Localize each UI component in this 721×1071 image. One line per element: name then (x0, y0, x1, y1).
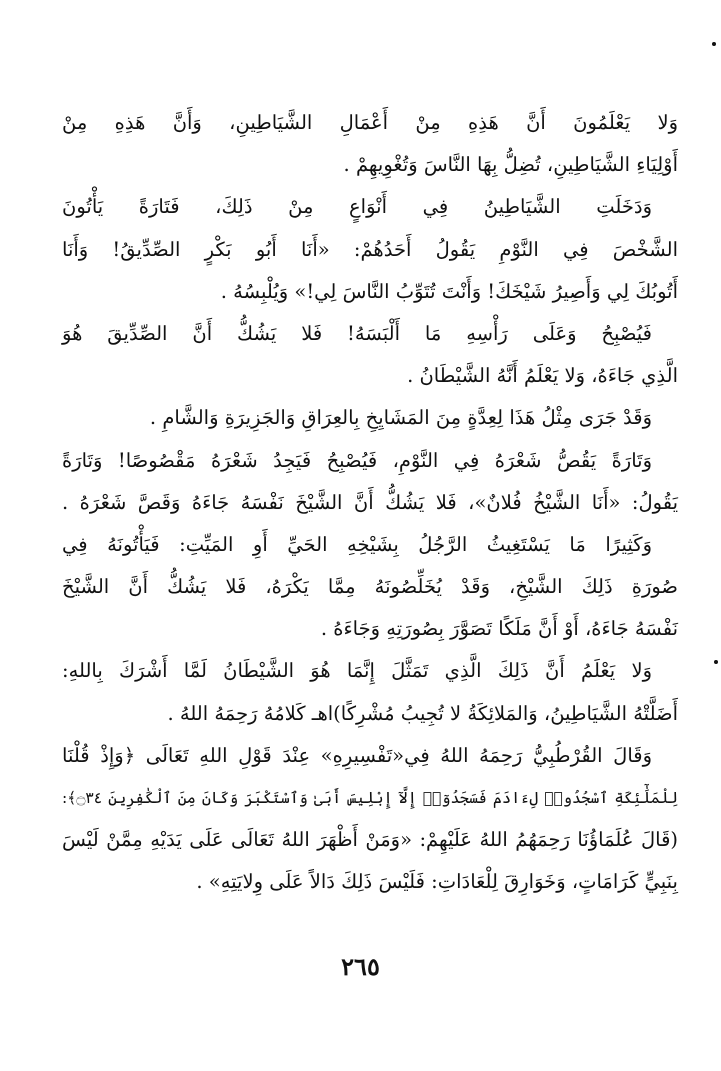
text-line-15: أَضَلَّتْهُ الشَّيَاطِينُ، وَالمَلائِكَةُ لا تُجِيبُ مُشْرِكًا)اهـ كَلامُهُ رَحِمَهُ اللهُ . (167, 701, 678, 725)
scan-speck (714, 660, 718, 664)
text-line-13: نَفْسَهُ جَاءَهُ، أَوْ أَنَّ مَلَكًا تَصَوَّرَ بِصُورَتِهِ وَجَاءَهُ . (320, 617, 678, 641)
text-line-17: لِلْمَلَٰٓئِكَةِ ٱسْجُدُوا۟ لِءَادَمَ فَسَجَدُوٓا۟ إِلَّآ إِبْلِيسَ أَبَىٰ وَٱسْتَكْبَرَ وَكَانَ مِنَ ٱلْكَٰفِرِينَ ۝٣٤﴾: (62, 789, 678, 807)
text-line-9: وَتَارَةً يَقُصُّ شَعْرَهُ فِي النَّوْمِ، فَيُصْبِحُ فَيَجِدُ شَعْرَهُ مَقْصُوصًا! وَتَارَةً (62, 448, 652, 472)
text-line-2: أَوْلِيَاءِ الشَّيَاطِينِ، تُضِلُّ بِهَا النَّاسَ وَتُغْوِيهِمْ . (343, 153, 678, 177)
text-line-3: وَدَخَلَتِ الشَّيَاطِينُ فِي أَنْوَاعٍ مِنْ ذَلِكَ، فَتَارَةً يَأْتُونَ (62, 195, 652, 219)
scan-speck (712, 42, 716, 46)
text-line-8: وَقَدْ جَرَى مِثْلُ هَذَا لِعِدَّةٍ مِنَ المَشَايِخِ بِالعِرَاقِ وَالجَزِيرَةِ وَالشَّامِ . (149, 406, 652, 430)
text-line-14: وَلا يَعْلَمُ أَنَّ ذَلِكَ الَّذِي تَمَثَّلَ إِنَّمَا هُوَ الشَّيْطَانُ لَمَّا أَشْرَكَ بِاللهِ: (62, 659, 652, 683)
text-line-18: (قَالَ عُلَمَاؤُنَا رَحِمَهُمُ اللهُ عَلَيْهِمْ: «وَمَنْ أَظْهَرَ اللهُ تَعَالَى عَلَى يَدَيْهِ مِمَّنْ لَيْسَ (62, 828, 678, 852)
text-line-4: الشَّخْصَ فِي النَّوْمِ يَقُولُ أَحَدُهُمْ: «أَنَا أَبُو بَكْرٍ الصِّدِّيقُ! وَأَنَا (62, 237, 678, 261)
body-text (62, 102, 678, 904)
text-line-19: بِنَبِيٍّ كَرَامَاتٍ، وَخَوَارِقَ لِلْعَادَاتِ: فَلَيْسَ ذَلِكَ دَالاً عَلَى وِلايَتِهِ» . (196, 870, 678, 894)
text-line-12: صُورَةِ ذَلِكَ الشَّيْخِ، وَقَدْ يُخَلِّصُونَهُ مِمَّا يَكْرَهُ، فَلا يَشُكُّ أَنَّ الشَّيْخَ (62, 575, 678, 599)
text-line-6: فَيُصْبِحُ وَعَلَى رَأْسِهِ مَا أَلْبَسَهُ! فَلا يَشُكُّ أَنَّ الصِّدِّيقَ هُوَ (62, 321, 652, 345)
text-line-5: أَتُوبُكَ لِي وَأَصِيرُ شَيْخَكَ! وَأَنْتَ تُتَوِّبُ النَّاسَ لِي!» وَيُلْبِسُهُ . (220, 279, 678, 303)
text-line-7: الَّذِي جَاءَهُ، وَلا يَعْلَمُ أَنَّهُ الشَّيْطَانُ . (407, 364, 678, 388)
text-line-11: وَكَثِيرًا مَا يَسْتَغِيثُ الرَّجُلُ بِشَيْخِهِ الحَيِّ أَوِ المَيِّتِ: فَيَأْتُونَهُ فِي (62, 532, 652, 556)
text-line-16: وَقَالَ القُرْطُبِيُّ رَحِمَهُ اللهُ فِي«تَفْسِيرِهِ» عِنْدَ قَوْلِ اللهِ تَعَالَى ﴿وَإِذْ قُلْنَا (62, 743, 652, 767)
text-line-1: وَلا يَعْلَمُونَ أَنَّ هَذِهِ مِنْ أَعْمَالِ الشَّيَاطِينِ، وَأَنَّ هَذِهِ مِنْ (62, 111, 678, 134)
text-line-10: يَقُولُ: «أَنَا الشَّيْخُ فُلانٌ»، فَلا يَشُكُّ أَنَّ الشَّيْخَ نَفْسَهُ جَاءَهُ وَقَصَّ شَعْرَهُ . (62, 490, 678, 514)
page-number: ٢٦٥ (341, 952, 380, 981)
